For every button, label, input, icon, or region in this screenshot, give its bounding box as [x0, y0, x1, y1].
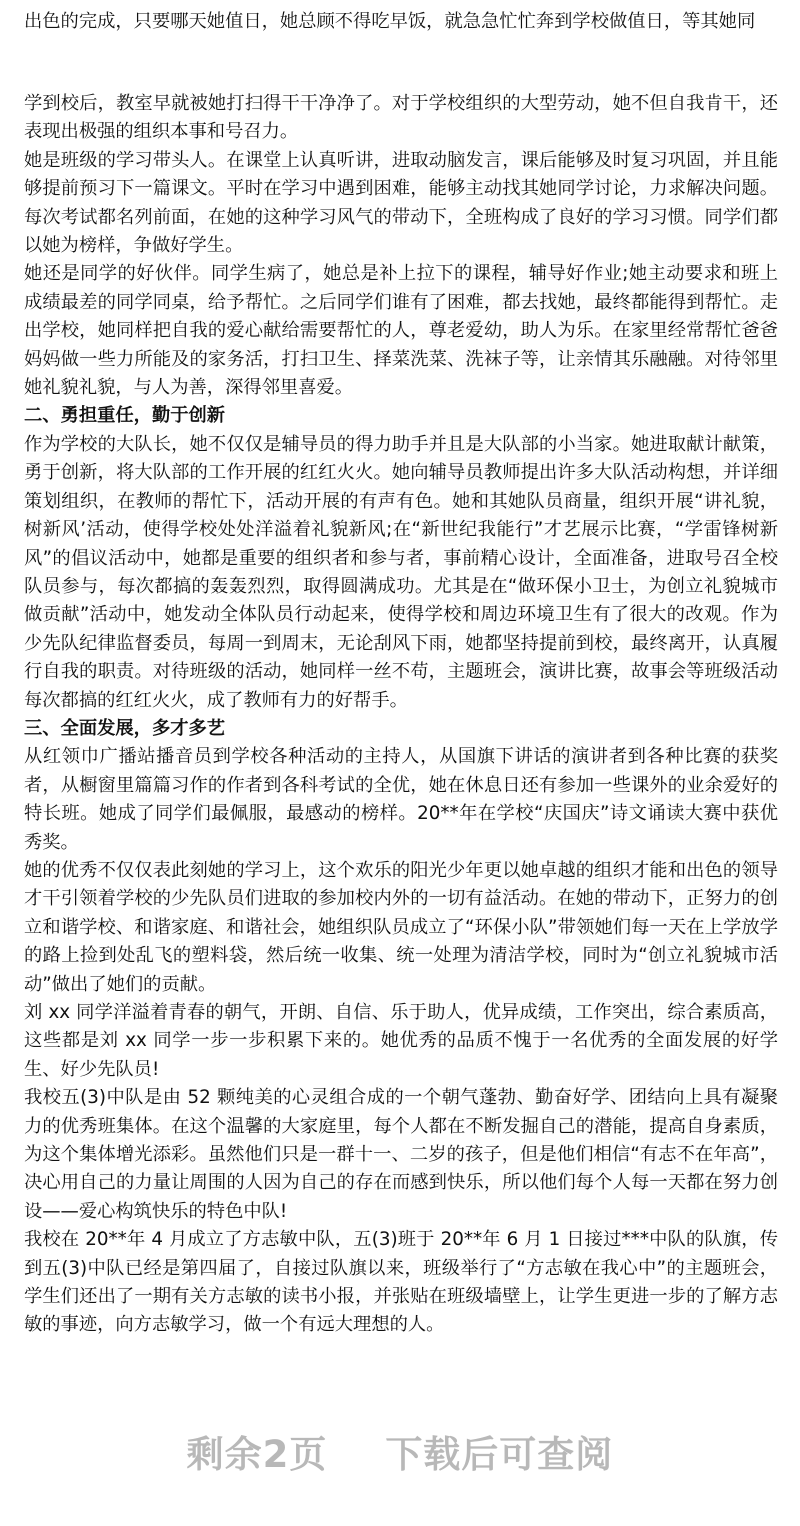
paragraph: 刘 xx 同学洋溢着青春的朝气，开朗、自信、乐于助人，优异成绩，工作突出，综合素质高，这些都是刘 xx 同学一步一步积累下来的。她优秀的品质不愧于一名优秀的全面发展的好学生、好少先队员! [24, 1002, 778, 1080]
document-body [24, 90, 778, 1340]
paragraph: 我校在 20**年 4 月成立了方志敏中队，五(3)班于 20**年 6 月 1 日接过***中队的队旗，传到五(3)中队已经是第四届了，自接过队旗以来，班级举行了“方志敏在我心中”的主题班会，学生们还出了一期有关方志敏的读书小报，并张贴在班级墙壁上，让学生更进一步的了解方志敏的事迹，向方志敏学习，做一个有远大理想的人。 [24, 1229, 778, 1336]
section-heading: 二、勇担重任，勤于创新 [24, 405, 226, 427]
paragraph: 她是班级的学习带头人。在课堂上认真听讲，进取动脑发言，课后能够及时复习巩固，并且能够提前预习下一篇课文。平时在学习中遇到困难，能够主动找其她同学讨论，力求解决问题。每次考试都名列前面，在她的这种学习风气的带动下，全班构成了良好的学习习惯。同学们都以她为榜样，争做好学生。 [24, 149, 778, 257]
paragraph: 学到校后，教室早就被她打扫得干干净净了。对于学校组织的大型劳动，她不但自我肯干，还表现出极强的组织本事和号召力。 [24, 93, 778, 143]
paragraph: 我校五(3)中队是由 52 颗纯美的心灵组合成的一个朝气蓬勃、勤奋好学、团结向上具有凝聚力的优秀班集体。在这个温馨的大家庭里，每个人都在不断发掘自己的潜能，提高自身素质，为这个集体增光添彩。虽然他们只是一群十一、二岁的孩子，但是他们相信“有志不在年高”，决心用自己的力量让周围的人因为自己的存在而感到快乐，所以他们每个人每一天都在努力创设——爱心构筑快乐的特色中队! [24, 1087, 778, 1222]
paragraph: 从红领巾广播站播音员到学校各种活动的主持人，从国旗下讲话的演讲者到各种比赛的获奖者，从橱窗里篇篇习作的作者到各科考试的全优，她在休息日还有参加一些课外的业余爱好的特长班。她成了同学们最佩服，最感动的榜样。20**年在学校“庆国庆”诗文诵读大赛中获优秀奖。 [24, 746, 778, 853]
paragraph: 她还是同学的好伙伴。同学生病了，她总是补上拉下的课程，辅导好作业;她主动要求和班上成绩最差的同学同桌，给予帮忙。之后同学们谁有了困难，都去找她，最终都能得到帮忙。走出学校，她同样把自我的爱心献给需要帮忙的人，尊老爱幼，助人为乐。在家里经常帮忙爸爸妈妈做一些力所能及的家务活，打扫卫生、择菜洗菜、洗袜子等，让亲情其乐融融。对待邻里她礼貌礼貌，与人为善，深得邻里喜爱。 [24, 263, 778, 399]
download-prompt[interactable] [0, 1424, 800, 1478]
paragraph: 作为学校的大队长，她不仅仅是辅导员的得力助手并且是大队部的小当家。她进取献计献策，勇于创新，将大队部的工作开展的红红火火。她向辅导员教师提出许多大队活动构想，并详细策划组织，在教师的帮忙下，活动开展的有声有色。她和其她队员商量，组织开展“讲礼貌，树新风’活动，使得学校处处洋溢着礼貌新风;在“新世纪我能行”才艺展示比赛，“学雷锋树新风”的倡议活动中，她都是重要的组织者和参与者，事前精心设计，全面准备，进取号召全校队员参与，每次都搞的轰轰烈烈，取得圆满成功。尤其是在“做环保小卫士，为创立礼貌城市做贡献”活动中，她发动全体队员行动起来，使得学校和周边环境卫生有了很大的改观。作为少先队纪律监督委员，每周一到周末，无论刮风下雨，她都坚持提前到校，最终离开，认真履行自我的职责。对待班级的活动，她同样一丝不苟，主题班会，演讲比赛，故事会等班级活动每次都搞的红红火火，成了教师有力的好帮手。 [24, 433, 778, 711]
section-heading: 三、全面发展，多才多艺 [24, 717, 226, 739]
paragraph: 她的优秀不仅仅表此刻她的学习上，这个欢乐的阳光少年更以她卓越的组织才能和出色的领导才干引领着学校的少先队员们进取的参加校内外的一切有益活动。在她的带动下，正努力的创立和谐学校、和谐家庭、和谐社会，她组织队员成立了“环保小队”带领她们每一天在上学放学的路上捡到处乱飞的塑料袋，然后统一收集、统一处理为清洁学校，同时为“创立礼貌城市活动”做出了她们的贡献。 [24, 859, 778, 995]
document-fragment-top [24, 8, 778, 36]
remaining-pages-label: 剩余2页 [186, 1433, 328, 1476]
download-to-view-label[interactable]: 下载后可查阅 [385, 1433, 614, 1476]
paragraph-fragment: 出色的完成，只要哪天她值日，她总顾不得吃早饭，就急急忙忙奔到学校做值日，等其她同 [24, 11, 756, 32]
